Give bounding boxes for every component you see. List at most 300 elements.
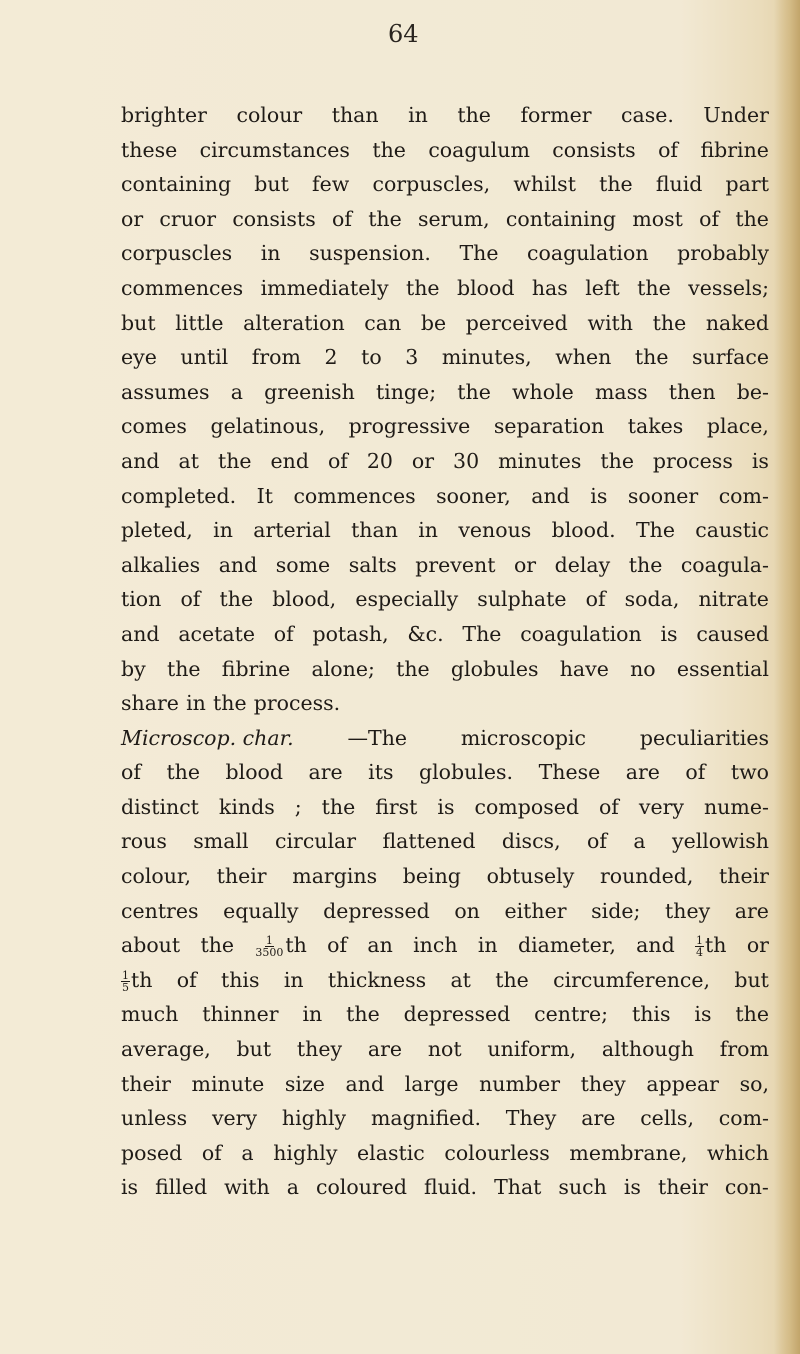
word: then: [668, 379, 716, 404]
text-line: [121, 444, 769, 479]
word: and: [121, 448, 160, 473]
word: but: [236, 1037, 272, 1062]
word: It: [256, 483, 273, 508]
word: their: [657, 1175, 708, 1200]
word: of: [180, 587, 201, 612]
word: naked: [705, 310, 769, 335]
word: in: [283, 967, 304, 992]
word: the: [495, 967, 529, 992]
word: in: [186, 691, 206, 716]
text-line: [121, 582, 769, 617]
word: blood,: [272, 587, 337, 612]
text-line: [121, 271, 769, 306]
word: blood: [456, 275, 515, 300]
word: are: [367, 1037, 403, 1062]
word: in: [213, 518, 233, 543]
word: not: [427, 1037, 462, 1062]
word: minute: [191, 1071, 265, 1096]
word: much: [121, 1002, 179, 1027]
word: this: [220, 967, 260, 992]
word: arterial: [253, 518, 331, 543]
word: tion: [121, 587, 162, 612]
word: commences: [121, 275, 244, 300]
paragraph-2a: [121, 755, 769, 928]
text-line: [121, 202, 769, 237]
fraction-quarter: [695, 928, 726, 963]
text-line: [121, 1032, 769, 1067]
word: although: [601, 1037, 694, 1062]
word: and: [345, 1071, 385, 1096]
word: immediately: [260, 275, 389, 300]
fraction-suffix: th: [285, 933, 307, 958]
word: the: [637, 275, 671, 300]
word: are: [734, 898, 769, 923]
word: blood: [225, 760, 284, 785]
word: and: [636, 933, 675, 958]
word: share: [121, 691, 179, 716]
word: than: [331, 103, 379, 127]
word: of: [598, 794, 619, 819]
word: sooner,: [436, 483, 511, 508]
body-text: [121, 98, 769, 1205]
word: they: [296, 1037, 343, 1062]
word: a: [230, 379, 243, 404]
word: circumference,: [553, 967, 711, 992]
word: the: [735, 206, 769, 231]
word: whilst: [513, 172, 576, 197]
word: so,: [739, 1071, 769, 1096]
word: most: [632, 206, 683, 231]
word: centre;: [534, 1002, 609, 1027]
word: highly: [281, 1106, 347, 1131]
word: com-: [718, 483, 769, 508]
word: few: [312, 172, 350, 197]
word: cells,: [640, 1106, 694, 1131]
paragraph-2b: [121, 997, 769, 1205]
word: of: [121, 760, 141, 785]
word: and: [218, 552, 258, 577]
word: is: [623, 1175, 641, 1200]
word: is: [660, 621, 678, 646]
word: caustic: [695, 518, 769, 543]
word: surface: [692, 345, 769, 370]
word: brighter: [121, 103, 207, 127]
word: colourless: [444, 1140, 550, 1165]
word: part: [725, 172, 769, 197]
word: especially: [355, 587, 459, 612]
fraction-suffix: th: [705, 933, 727, 958]
word: of: [327, 448, 348, 473]
word: 3: [405, 345, 419, 370]
word: circumstances: [199, 137, 350, 162]
word: their: [216, 864, 267, 889]
word: They: [505, 1106, 557, 1131]
word: is: [694, 1002, 712, 1027]
fraction-diameter: [254, 928, 306, 963]
word: corpuscles: [121, 241, 233, 266]
word: suspension.: [309, 241, 431, 266]
text-line: [121, 340, 769, 375]
word: vessels;: [688, 275, 769, 300]
text-line: [121, 167, 769, 202]
word: the: [628, 552, 663, 577]
word: size: [284, 1071, 325, 1096]
text-line: [121, 894, 769, 929]
word: venous: [458, 518, 532, 543]
word: to: [361, 345, 382, 370]
word: their: [719, 864, 769, 889]
word: depressed: [323, 898, 430, 923]
word: fibrine: [700, 137, 769, 162]
word: uniform,: [487, 1037, 577, 1062]
fraction-suffix: th: [131, 967, 153, 992]
word: coagulum: [428, 137, 530, 162]
word: by: [121, 656, 146, 681]
word: colour,: [121, 864, 191, 889]
word: flattened: [382, 829, 476, 854]
word: unless: [121, 1106, 188, 1131]
word: in: [302, 1002, 323, 1027]
word: place,: [706, 414, 769, 439]
word: but: [121, 310, 156, 335]
word: membrane,: [569, 1140, 688, 1165]
word: progressive: [348, 414, 471, 439]
word: magnified.: [370, 1106, 481, 1131]
word: the: [372, 137, 406, 162]
word: sulphate: [477, 587, 567, 612]
text-line: [121, 513, 769, 548]
word: which: [707, 1140, 769, 1165]
word: at: [450, 967, 471, 992]
word: the: [396, 656, 430, 681]
word: the: [217, 448, 252, 473]
page-number: 64: [388, 20, 419, 48]
word: highly: [273, 1140, 338, 1165]
text-line: [121, 1136, 769, 1171]
text-line: [121, 1101, 769, 1136]
word: the: [457, 379, 491, 404]
word: commences: [293, 483, 416, 508]
word: peculiarities: [639, 725, 769, 750]
word: coloured: [315, 1175, 407, 1200]
word: of: [331, 206, 352, 231]
word: the: [457, 103, 491, 127]
word: when: [555, 345, 612, 370]
text-line-fraction-fifth: [121, 963, 769, 998]
word: composed: [474, 794, 579, 819]
fraction-numerator: 1: [265, 934, 273, 948]
word: two: [730, 760, 769, 785]
fraction-numerator: 1: [122, 968, 129, 982]
word: margins: [292, 864, 378, 889]
word: the: [652, 310, 687, 335]
word: nume-: [703, 794, 769, 819]
word: the: [405, 275, 440, 300]
word: of: [685, 760, 706, 785]
word: no: [630, 656, 656, 681]
word: in: [418, 518, 439, 543]
word: potash,: [312, 621, 389, 646]
word: caused: [696, 621, 769, 646]
fraction-numerator: 1: [696, 934, 704, 948]
word: is: [121, 1175, 139, 1200]
word: these: [121, 137, 178, 162]
word: the: [600, 448, 634, 473]
word: very: [638, 794, 684, 819]
word: they: [665, 898, 711, 923]
word: number: [479, 1071, 561, 1096]
word: whole: [512, 379, 574, 404]
word: cruor: [159, 206, 217, 231]
text-line: [121, 652, 769, 687]
fraction-denominator: 4: [696, 946, 704, 960]
word: minutes: [498, 448, 582, 473]
word: microscopic: [460, 725, 587, 750]
text-line: [121, 997, 769, 1032]
word: can: [364, 310, 402, 335]
word: posed: [121, 1140, 183, 1165]
fraction-fifth: [121, 963, 152, 998]
word: depressed: [403, 1002, 511, 1027]
word: filled: [155, 1175, 208, 1200]
text-line: [121, 790, 769, 825]
word: process.: [253, 691, 341, 716]
word: These: [538, 760, 601, 785]
word: alkalies: [121, 552, 201, 577]
text-line: [121, 824, 769, 859]
word: they: [580, 1071, 626, 1096]
word: in: [408, 103, 428, 127]
word: obtusely: [486, 864, 575, 889]
word: corpuscles,: [372, 172, 491, 197]
word: being: [402, 864, 461, 889]
word: of: [273, 621, 294, 646]
word: appear: [646, 1071, 719, 1096]
paragraph-1: [121, 98, 769, 721]
word: The: [459, 241, 499, 266]
word: have: [559, 656, 609, 681]
word: of: [176, 967, 197, 992]
word: the: [368, 206, 402, 231]
word: side;: [591, 898, 641, 923]
word: thinner: [202, 1002, 279, 1027]
word: at: [178, 448, 199, 473]
word: the: [213, 691, 247, 716]
word: alteration: [243, 310, 345, 335]
word: essential: [676, 656, 769, 681]
word: serum,: [418, 206, 490, 231]
word: or: [411, 448, 435, 473]
word: the: [599, 172, 633, 197]
word: on: [454, 898, 480, 923]
word: comes: [121, 414, 187, 439]
word: minutes,: [441, 345, 532, 370]
word: but: [254, 172, 289, 197]
word: consists: [232, 206, 316, 231]
word: the: [200, 933, 235, 958]
word: coagulation: [520, 621, 642, 646]
text-line: [121, 1067, 769, 1102]
word: ;: [294, 794, 302, 819]
text-line: [121, 686, 769, 721]
word: discs,: [501, 829, 561, 854]
word: perceived: [465, 310, 568, 335]
word: or: [513, 552, 537, 577]
word: than: [351, 518, 398, 543]
text-line-fractions: [121, 928, 769, 963]
word: rous: [121, 829, 167, 854]
word: fluid: [655, 172, 703, 197]
word: but: [734, 967, 769, 992]
word: about: [121, 933, 181, 958]
word: fibrine: [221, 656, 291, 681]
word: salts: [348, 552, 397, 577]
fraction-denominator: 5: [122, 980, 129, 994]
word: be: [420, 310, 447, 335]
word: colour: [236, 103, 303, 127]
word: their: [121, 1071, 171, 1096]
text-line: [121, 306, 769, 341]
word: containing: [505, 206, 617, 231]
word: nitrate: [698, 587, 769, 612]
word: yellowish: [671, 829, 769, 854]
word: sooner: [627, 483, 699, 508]
word: separation: [493, 414, 605, 439]
word: left: [585, 275, 620, 300]
word: circular: [274, 829, 357, 854]
word: such: [558, 1175, 607, 1200]
word: elastic: [357, 1140, 425, 1165]
word: greenish: [264, 379, 355, 404]
word: average,: [121, 1037, 211, 1062]
word: or: [121, 206, 144, 231]
word: soda,: [624, 587, 680, 612]
text-line: [121, 617, 769, 652]
word: coagula-: [680, 552, 769, 577]
word: mass: [594, 379, 648, 404]
word: are: [308, 760, 343, 785]
word: 30: [453, 448, 480, 473]
side-heading: Microscop. char.: [121, 725, 294, 750]
text-line: [121, 236, 769, 271]
word: the: [346, 1002, 380, 1027]
word: small: [193, 829, 249, 854]
word: con-: [724, 1175, 769, 1200]
word: a: [241, 1140, 254, 1165]
word: either: [504, 898, 567, 923]
word: of: [585, 587, 606, 612]
word: is: [590, 483, 608, 508]
word: and: [121, 621, 160, 646]
word: large: [404, 1071, 459, 1096]
word: The: [635, 518, 675, 543]
text-line: [121, 375, 769, 410]
word: com-: [718, 1106, 769, 1131]
word: completed.: [121, 483, 237, 508]
text-line: [121, 133, 769, 168]
word: tinge;: [375, 379, 437, 404]
word: equally: [223, 898, 299, 923]
word: pleted,: [121, 518, 193, 543]
word: a: [633, 829, 646, 854]
word: eye: [121, 345, 157, 370]
word: inch: [413, 933, 458, 958]
word: &c.: [407, 621, 444, 646]
word: is: [437, 794, 455, 819]
text-line: [121, 548, 769, 583]
word: coagulation: [527, 241, 649, 266]
word: rounded,: [599, 864, 694, 889]
word: of: [699, 206, 720, 231]
word: fluid.: [423, 1175, 478, 1200]
word: probably: [677, 241, 769, 266]
word: an: [367, 933, 393, 958]
text-line: [121, 1170, 769, 1205]
text-line-heading: [121, 721, 769, 756]
word: assumes: [121, 379, 210, 404]
word: in: [260, 241, 281, 266]
word: are: [625, 760, 660, 785]
word: are: [581, 1106, 616, 1131]
word: the: [166, 656, 201, 681]
word: of: [201, 1140, 222, 1165]
word: blood.: [551, 518, 616, 543]
word: takes: [627, 414, 684, 439]
word: thickness: [327, 967, 427, 992]
word: a: [286, 1175, 299, 1200]
word: has: [531, 275, 568, 300]
word: and: [531, 483, 570, 508]
word: of: [327, 933, 348, 958]
word: The: [462, 621, 502, 646]
word: globules.: [419, 760, 514, 785]
word: the: [321, 794, 356, 819]
word: Under: [703, 103, 769, 127]
word: with: [224, 1175, 270, 1200]
word: this: [631, 1002, 671, 1027]
word: the: [735, 1002, 769, 1027]
word: 20: [366, 448, 393, 473]
word: with: [587, 310, 633, 335]
word: former: [520, 103, 592, 127]
word: be-: [736, 379, 769, 404]
word: first: [375, 794, 418, 819]
word: alone;: [311, 656, 375, 681]
word: consists: [552, 137, 636, 162]
word: from: [251, 345, 301, 370]
text-line: [121, 479, 769, 514]
word: gelatinous,: [210, 414, 326, 439]
word: delay: [554, 552, 611, 577]
word: little: [175, 310, 224, 335]
word: in: [477, 933, 498, 958]
text-line: [121, 859, 769, 894]
word: globules: [450, 656, 539, 681]
word: 2: [324, 345, 338, 370]
word: some: [275, 552, 331, 577]
word: the: [166, 760, 201, 785]
word: is: [751, 448, 769, 473]
word: the: [634, 345, 669, 370]
word: containing: [121, 172, 232, 197]
fraction-denominator: 3500: [255, 946, 284, 960]
word: process: [652, 448, 733, 473]
text-line: [121, 409, 769, 444]
word: its: [368, 760, 394, 785]
page-edge-shadow: [774, 0, 800, 1354]
word: end: [270, 448, 309, 473]
word: That: [494, 1175, 542, 1200]
